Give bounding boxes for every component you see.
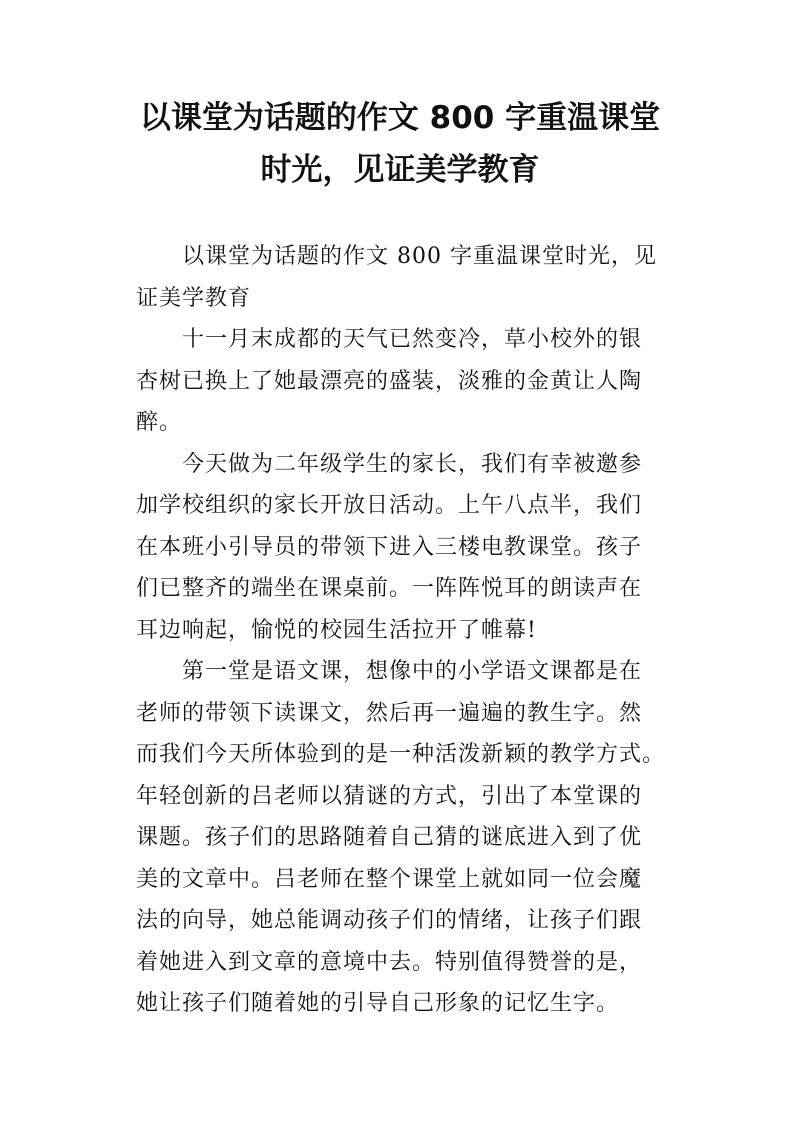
paragraph xyxy=(136,444,676,652)
paragraph-line: 法的向导，她总能调动孩子们的情绪，让孩子们跟 xyxy=(136,908,643,933)
paragraph-line: 而我们今天所体验到的是一种活泼新颖的教学方式。 xyxy=(136,742,666,767)
title-line: 以课堂为话题的作文 800 字重温课堂 xyxy=(139,100,661,136)
paragraph-line: 年轻创新的吕老师以猜谜的方式，引出了本堂课的 xyxy=(136,783,643,809)
paragraph-line: 在本班小引导员的带领下进入三楼电教课堂。孩子 xyxy=(136,534,643,560)
paragraph-line: 课题。孩子们的思路随着自己猜的谜底进入到了优 xyxy=(136,825,643,850)
paragraph-line: 着她进入到文章的意境中去。特别值得赞誉的是， xyxy=(136,949,643,975)
paragraph-line: 杏树已换上了她最漂亮的盛装，淡雅的金黄让人陶 xyxy=(136,368,643,394)
paragraph xyxy=(136,236,676,319)
paragraph-line: 证美学教育 xyxy=(136,285,252,311)
paragraph-line: 第一堂是语文课，想像中的小学语文课都是在 xyxy=(182,659,643,684)
paragraph-line: 加学校组织的家长开放日活动。上午八点半，我们 xyxy=(136,493,643,518)
paragraph-line: 十一月末成都的天气已然变冷，草小校外的银 xyxy=(182,327,643,352)
paragraph-line: 醉。 xyxy=(136,410,183,435)
paragraph-line: 老师的带领下读课文，然后再一遍遍的教生字。然 xyxy=(136,700,643,726)
paragraph-line: 们已整齐的端坐在课桌前。一阵阵悦耳的朗读声在 xyxy=(136,576,643,601)
paragraph-line: 美的文章中。吕老师在整个课堂上就如同一位会魔 xyxy=(136,866,643,892)
title-line: 时光，见证美学教育 xyxy=(260,152,540,188)
paragraph-line: 耳边响起，愉悦的校园生活拉开了帷幕! xyxy=(136,617,537,643)
paragraph-line: 她让孩子们随着她的引导自己形象的记忆生字。 xyxy=(136,991,620,1016)
paragraph xyxy=(136,319,676,444)
document-title xyxy=(100,92,700,196)
paragraph xyxy=(136,651,676,1025)
paragraph-line: 以课堂为话题的作文 800 字重温课堂时光，见 xyxy=(182,244,657,269)
document-body xyxy=(136,236,676,1025)
paragraph-line: 今天做为二年级学生的家长，我们有幸被邀参 xyxy=(182,451,643,477)
